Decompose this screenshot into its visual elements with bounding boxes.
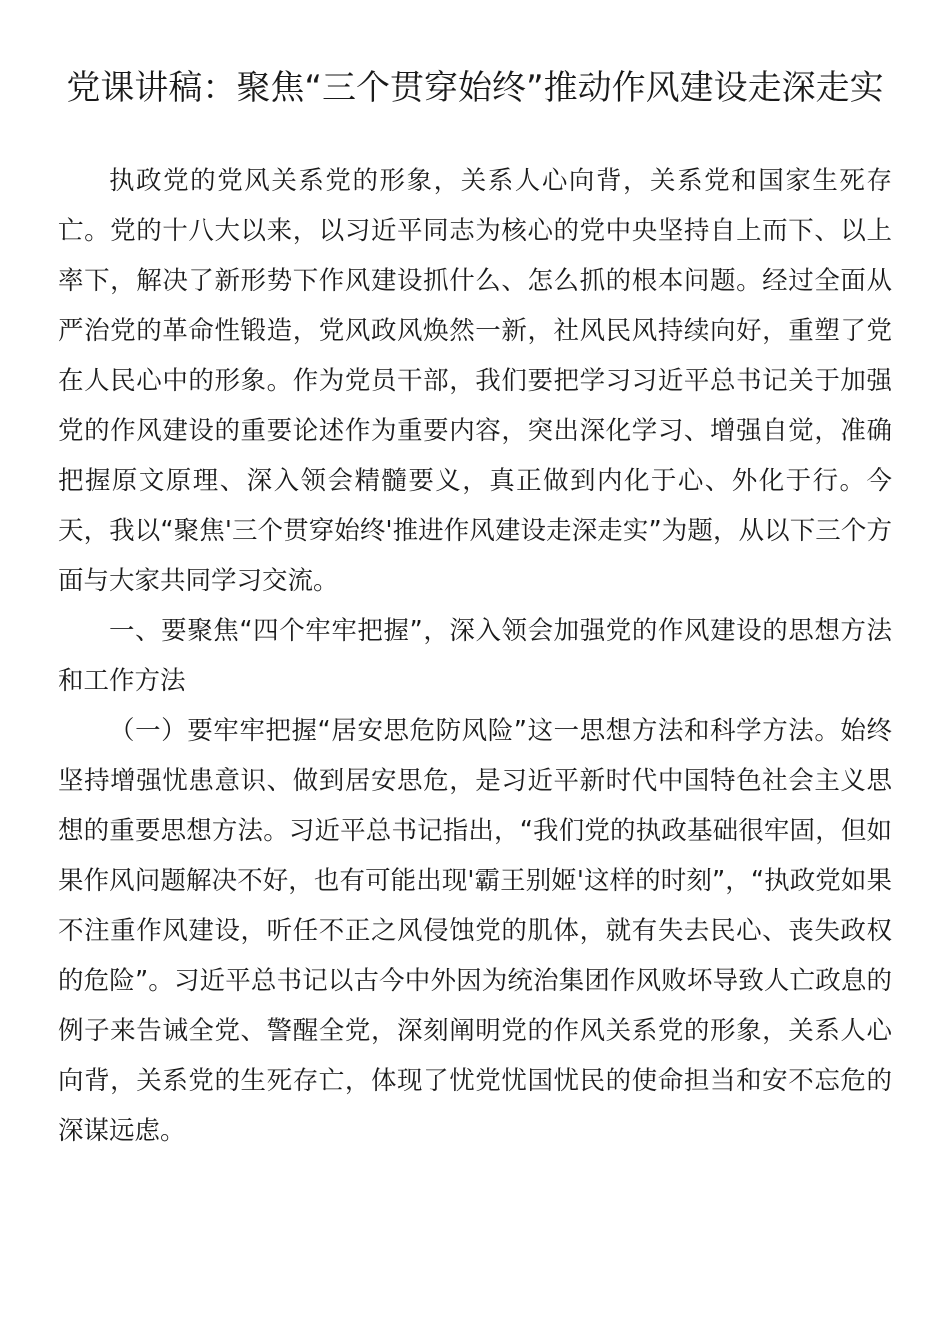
section-heading-1: 一、要聚焦“四个牢牢把握”，深入领会加强党的作风建设的思想方法和工作方法 [58,616,892,696]
paragraph-subsection-1: （一）要牢牢把握“居安思危防风险”这一思想方法和科学方法。始终坚持增强忧患意识、做到居安思危，是习近平新时代中国特色社会主义思想的重要思想方法。习近平总书记指出，“我们党的执政基础很牢固，但如果作风问题解决不好，也有可能出现'霸王别姬'这样的时刻”，“执政党如果不注重作风建设，听任不正之风侵蚀党的肌体，就有失去民心、丧失政权的危险”。习近平总书记以古今中外因为统治集团作风败坏导致人亡政息的例子来告诫全党、警醒全党，深刻阐明党的作风关系党的形象，关系人心向背，关系党的生死存亡，体现了忧党忧国忧民的使命担当和安不忘危的深谋远虑。 [58,716,892,1146]
paragraph-intro: 执政党的党风关系党的形象，关系人心向背，关系党和国家生死存亡。党的十八大以来，以习近平同志为核心的党中央坚持自上而下、以上率下，解决了新形势下作风建设抓什么、怎么抓的根本问题。经过全面从严治党的革命性锻造，党风政风焕然一新，社风民风持续向好，重塑了党在人民心中的形象。作为党员干部，我们要把学习习近平总书记关于加强党的作风建设的重要论述作为重要内容，突出深化学习、增强自觉，准确把握原文原理、深入领会精髓要义，真正做到内化于心、外化于行。今天，我以“聚焦'三个贯穿始终'推进作风建设走深走实”为题，从以下三个方面与大家共同学习交流。 [58,166,892,596]
document-title: 党课讲稿：聚焦“三个贯穿始终”推动作风建设走深走实 [66,68,884,108]
document-body [58,156,892,1156]
